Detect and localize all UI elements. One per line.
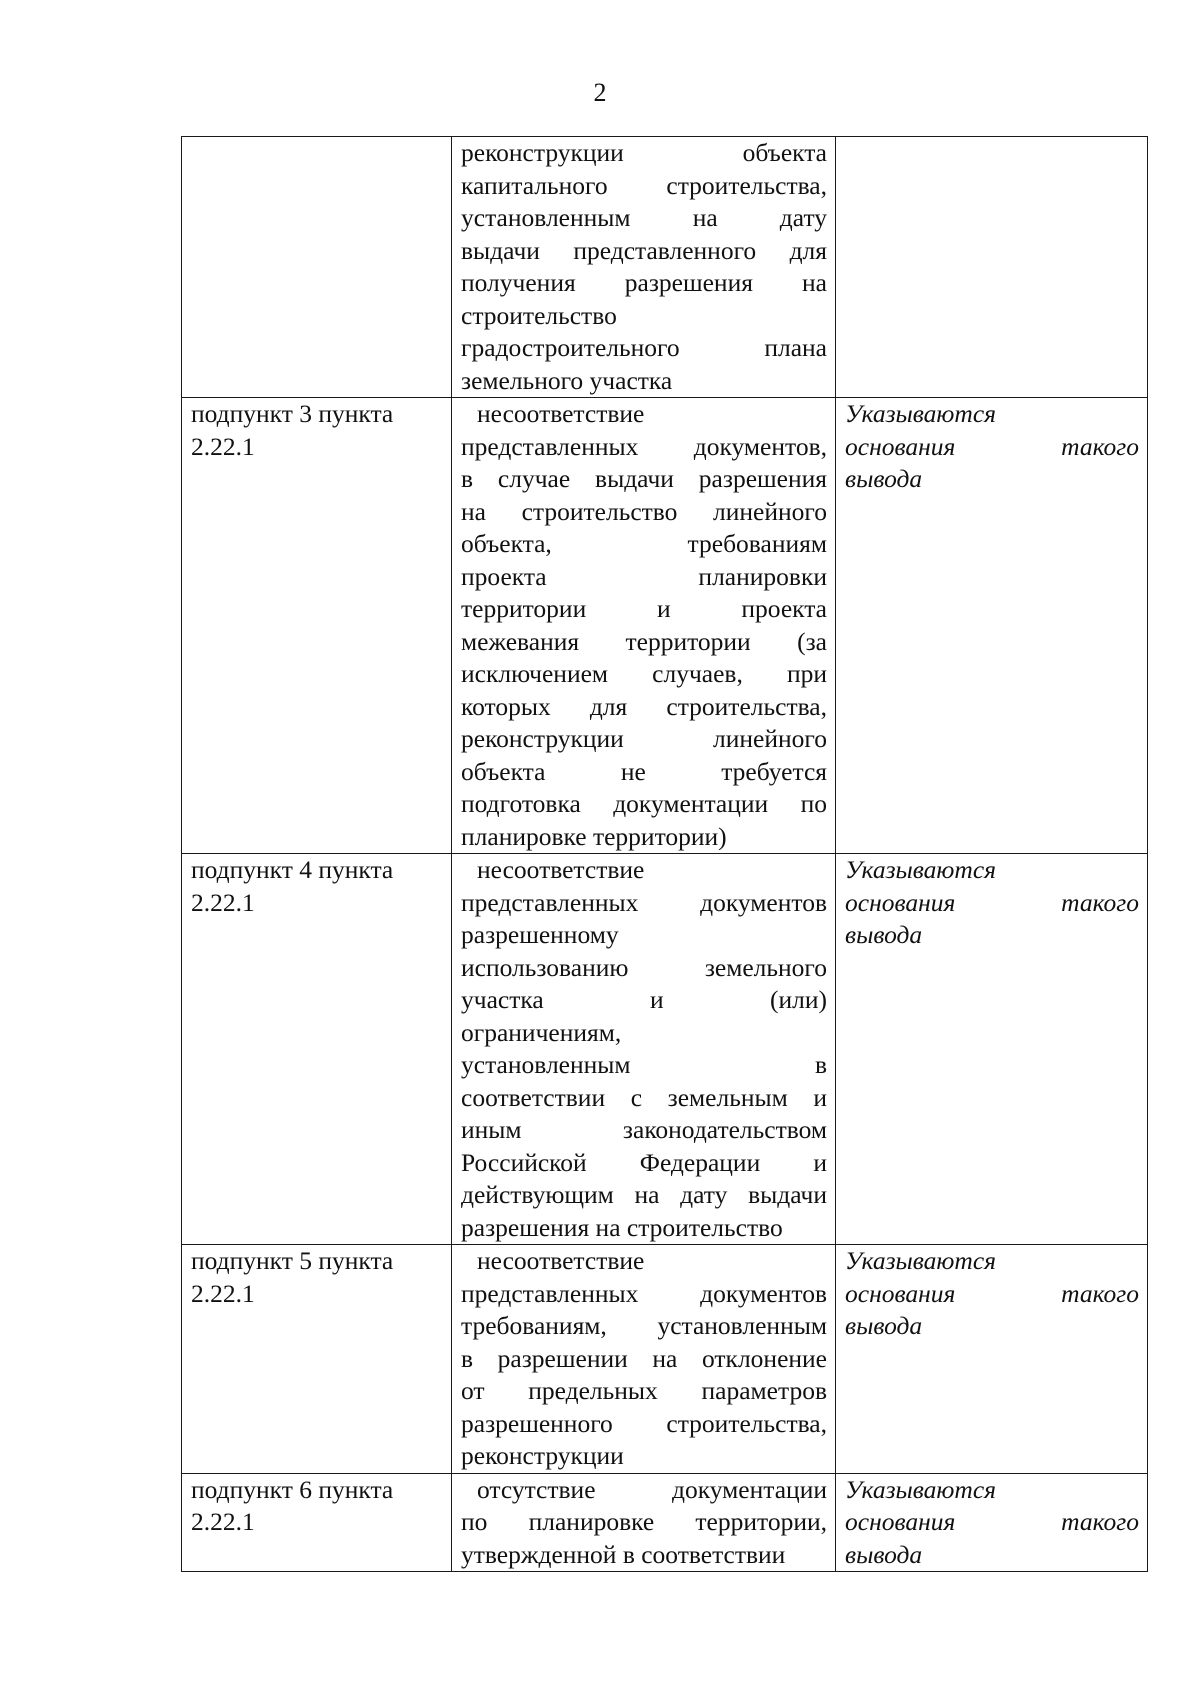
reason-line: разрешения на строительство [461, 1212, 783, 1242]
page-number: 2 [593, 78, 607, 107]
reason-cell [452, 854, 836, 1245]
note-line: Указываются [845, 1246, 996, 1275]
table-row [182, 398, 1148, 854]
reason-line: ограничениям, [461, 1017, 622, 1047]
note-line [845, 1506, 1139, 1539]
reason-line: установленным на дату [461, 203, 827, 232]
table-row [182, 1473, 1148, 1572]
reason-line: иным законодательством [461, 1115, 827, 1144]
note-word: такого [1061, 1507, 1139, 1536]
reason-line: требованиям, установленным [461, 1311, 827, 1340]
reason-line: несоответствие [477, 1246, 645, 1275]
reason-line: на строительство линейного [461, 496, 827, 526]
reason-line: подготовка документации по [461, 789, 827, 818]
note-line: Указываются [845, 1474, 996, 1504]
note-line [845, 887, 1139, 920]
note-line: вывода [845, 464, 923, 493]
note-cell [836, 1245, 1148, 1474]
note-cell [836, 854, 1148, 1245]
clause-label: подпункт 3 пункта [191, 399, 394, 428]
reason-line: по планировке территории, [461, 1507, 827, 1536]
table-row [182, 854, 1148, 1245]
reason-cell [452, 398, 836, 854]
reason-line: в случае выдачи разрешения [461, 464, 827, 493]
reason-cell [452, 1245, 836, 1474]
reason-line: капитального строительства, [461, 170, 827, 200]
note-line: вывода [845, 920, 923, 949]
reason-line: установленным в [461, 1050, 827, 1079]
reason-line: выдачи представленного для [461, 235, 827, 265]
reason-line: несоответствие [477, 855, 645, 884]
note-cell [836, 1473, 1148, 1572]
reason-line: градостроительного плана [461, 333, 827, 362]
reason-line: получения разрешения на [461, 268, 827, 297]
note-word: основания [845, 431, 956, 461]
reason-line: несоответствие [477, 399, 645, 428]
clause-label: подпункт 6 пункта [191, 1474, 394, 1504]
reason-line: использованию земельного [461, 952, 827, 982]
reason-line: представленных документов [461, 887, 827, 917]
reason-line: реконструкции [461, 1441, 624, 1470]
reason-line: реконструкции объекта [461, 138, 827, 167]
note-line [845, 1278, 1139, 1311]
clause-number: 2.22.1 [191, 431, 255, 461]
reason-line: разрешенному [461, 920, 619, 949]
note-line: вывода [845, 1311, 923, 1340]
reason-line: утвержденной в соответствии [461, 1539, 786, 1569]
reason-cell [452, 137, 836, 398]
reason-line: разрешенного строительства, [461, 1408, 827, 1438]
note-cell [836, 137, 1148, 398]
note-word: такого [1061, 887, 1139, 917]
reason-line: реконструкции линейного [461, 724, 827, 753]
reason-line: планировке территории) [461, 821, 727, 851]
clause-number: 2.22.1 [191, 887, 255, 917]
clause-label: подпункт 5 пункта [191, 1246, 394, 1275]
reason-line: земельного участка [461, 365, 673, 395]
reason-line: Российской Федерации и [461, 1147, 827, 1177]
clause-cell [182, 1473, 452, 1572]
reason-line: межевания территории (за [461, 626, 827, 656]
note-word: основания [845, 1507, 956, 1536]
reason-line: проекта планировки [461, 561, 827, 591]
note-word: такого [1061, 431, 1139, 461]
clause-number: 2.22.1 [191, 1278, 255, 1308]
reason-line: объекта, требованиям [461, 529, 827, 558]
clause-cell [182, 137, 452, 398]
note-word: основания [845, 1278, 956, 1308]
clause-cell [182, 398, 452, 854]
note-line: Указываются [845, 855, 996, 884]
reason-line: объекта не требуется [461, 756, 827, 786]
reason-line: представленных документов [461, 1278, 827, 1308]
reason-line: территории и проекта [461, 594, 827, 623]
table-row [182, 1245, 1148, 1474]
reason-line: действующим на дату выдачи [461, 1180, 827, 1209]
reason-line: от предельных параметров [461, 1376, 827, 1405]
note-word: такого [1061, 1278, 1139, 1308]
reason-line: исключением случаев, при [461, 659, 827, 688]
table-row [182, 137, 1148, 398]
clause-number: 2.22.1 [191, 1507, 255, 1536]
refusal-grounds-table [181, 136, 1148, 1572]
clause-cell [182, 1245, 452, 1474]
reason-line: отсутствие документации [477, 1474, 827, 1504]
reason-line: которых для строительства, [461, 691, 827, 721]
clause-label: подпункт 4 пункта [191, 855, 394, 884]
clause-cell [182, 854, 452, 1245]
note-cell [836, 398, 1148, 854]
note-line: вывода [845, 1539, 923, 1569]
note-line: Указываются [845, 399, 996, 428]
reason-line: в разрешении на отклонение [461, 1343, 827, 1373]
reason-cell [452, 1473, 836, 1572]
reason-line: участка и (или) [461, 985, 827, 1014]
note-word: основания [845, 887, 956, 917]
reason-line: соответствии с земельным и [461, 1082, 827, 1112]
reason-line: строительство [461, 300, 617, 330]
note-line [845, 431, 1139, 464]
reason-line: представленных документов, [461, 431, 827, 461]
